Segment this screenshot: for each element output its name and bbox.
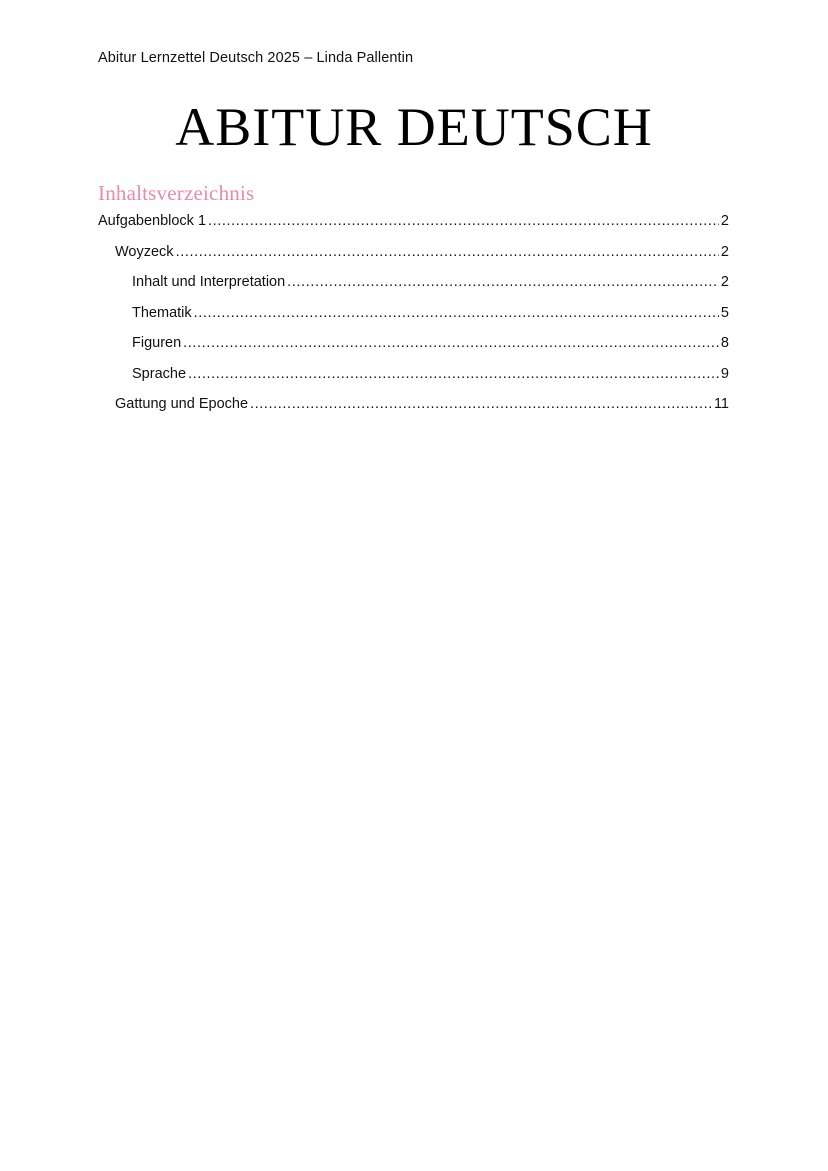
toc-dot-leader [287, 274, 719, 290]
toc-entry-label: Woyzeck [115, 243, 174, 260]
toc-page-number: 5 [720, 304, 729, 321]
toc-page-number: 2 [720, 243, 729, 260]
toc-heading: Inhaltsverzeichnis [98, 181, 255, 205]
toc-entry-gattung-und-epoche[interactable] [98, 396, 729, 427]
toc-entry-thematik[interactable] [98, 305, 729, 336]
toc-dot-leader [208, 213, 719, 229]
toc-dot-leader [183, 335, 719, 351]
toc-dot-leader [194, 305, 719, 321]
running-header: Abitur Lernzettel Deutsch 2025 – Linda Pallentin [98, 50, 414, 66]
toc-entry-inhalt-und-interpretation[interactable] [98, 274, 729, 305]
toc-page-number: 9 [720, 365, 729, 382]
toc-page-number: 2 [720, 213, 729, 229]
toc-entry-label: Gattung und Epoche [115, 396, 249, 412]
toc-page-number: 8 [720, 335, 729, 351]
toc-page-number: 2 [720, 274, 729, 290]
toc-entry-sprache[interactable] [98, 366, 729, 397]
toc-entry-label: Figuren [132, 335, 182, 351]
table-of-contents [98, 213, 729, 427]
toc-entry-woyzeck[interactable] [98, 244, 729, 275]
toc-dot-leader [250, 396, 712, 412]
toc-entry-label: Sprache [132, 365, 187, 382]
toc-entry-label: Inhalt und Interpretation [132, 274, 286, 290]
toc-dot-leader [188, 366, 719, 382]
toc-entry-aufgabenblock-1[interactable] [98, 213, 729, 244]
toc-entry-label: Thematik [132, 304, 192, 321]
toc-dot-leader [176, 244, 719, 260]
toc-entry-label: Aufgabenblock 1 [98, 213, 207, 229]
document-title: ABITUR DEUTSCH [175, 97, 653, 157]
toc-page-number: 11 [713, 396, 729, 412]
toc-entry-figuren[interactable] [98, 335, 729, 366]
